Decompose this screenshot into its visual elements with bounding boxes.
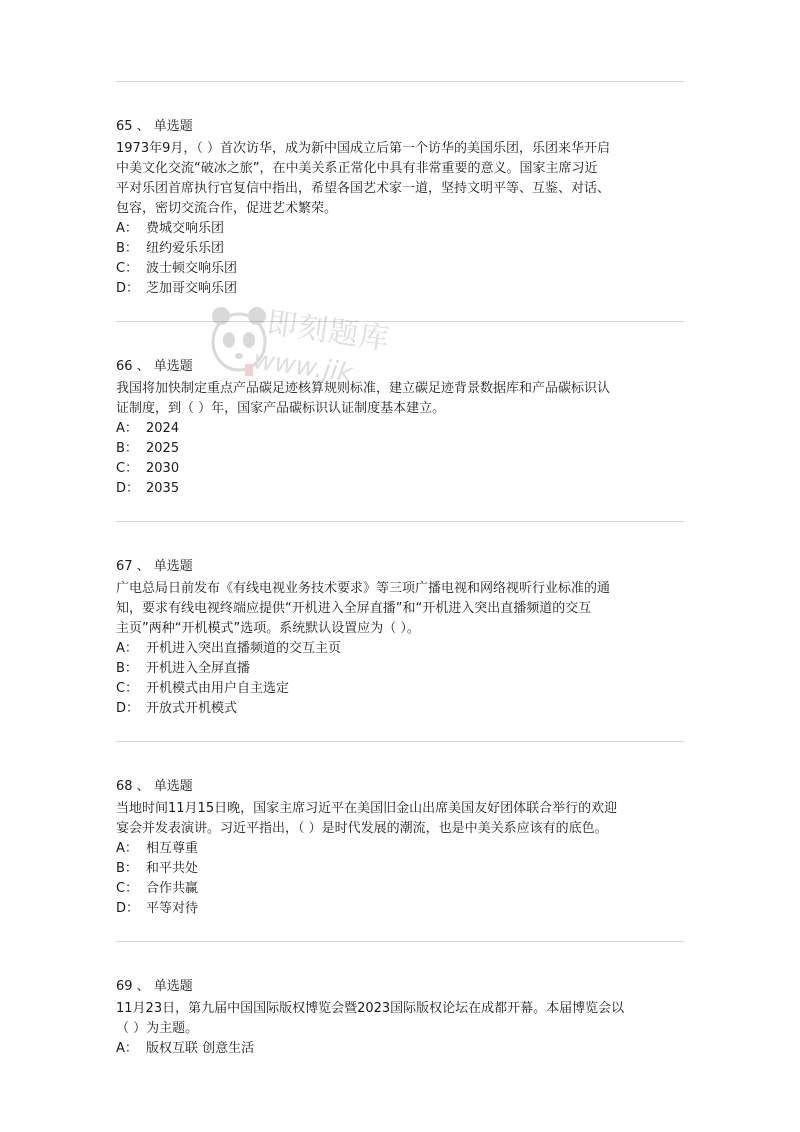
stem-line: 我国将加快制定重点产品碳足迹核算规则标准，建立碳足迹背景数据库和产品碳标识认 bbox=[116, 381, 611, 396]
option-b[interactable] bbox=[116, 659, 688, 679]
option-a[interactable] bbox=[116, 219, 688, 239]
option-d[interactable] bbox=[116, 279, 688, 299]
option-text: 相互尊重 bbox=[146, 841, 199, 856]
question-67 bbox=[116, 557, 688, 719]
option-letter: A： bbox=[116, 421, 138, 436]
option-letter: A： bbox=[116, 641, 138, 656]
divider-65-66 bbox=[116, 321, 684, 322]
option-letter: A： bbox=[116, 221, 138, 236]
option-letter: A： bbox=[116, 841, 138, 856]
option-text: 开放式开机模式 bbox=[146, 701, 238, 716]
question-66 bbox=[116, 357, 688, 499]
option-a[interactable] bbox=[116, 639, 688, 659]
stem-line: （ ）为主题。 bbox=[116, 1021, 199, 1036]
option-a[interactable] bbox=[116, 839, 688, 859]
question-68 bbox=[116, 777, 688, 919]
question-header: 67 、 单选题 bbox=[116, 559, 193, 574]
stem-line: 平对乐团首席执行官复信中指出，希望各国艺术家一道，坚持文明平等、互鉴、对话、 bbox=[116, 181, 611, 196]
option-text: 费城交响乐团 bbox=[146, 221, 225, 236]
option-text: 开机模式由用户自主选定 bbox=[146, 681, 290, 696]
option-d[interactable] bbox=[116, 699, 688, 719]
question-header: 68 、 单选题 bbox=[116, 779, 193, 794]
option-letter: D： bbox=[116, 281, 140, 296]
option-letter: D： bbox=[116, 901, 140, 916]
option-letter: D： bbox=[116, 481, 140, 496]
divider-67-68 bbox=[116, 741, 684, 742]
option-letter: C： bbox=[116, 261, 139, 276]
option-text: 版权互联 创意生活 bbox=[146, 1041, 255, 1056]
divider-66-67 bbox=[116, 521, 684, 522]
option-text: 芝加哥交响乐团 bbox=[146, 281, 238, 296]
question-stem bbox=[116, 799, 688, 839]
option-letter: D： bbox=[116, 701, 140, 716]
stem-line: 11月23日，第九届中国国际版权博览会暨2023国际版权论坛在成都开幕。本届博览会以 bbox=[116, 1001, 625, 1016]
stem-line: 宴会并发表演讲。习近平指出，（ ）是时代发展的潮流，也是中美关系应该有的底色。 bbox=[116, 821, 608, 836]
question-65 bbox=[116, 117, 688, 299]
question-header: 66 、 单选题 bbox=[116, 359, 193, 374]
option-a[interactable] bbox=[116, 419, 688, 439]
question-header: 69 、 单选题 bbox=[116, 979, 193, 994]
option-letter: A： bbox=[116, 1041, 138, 1056]
divider-68-69 bbox=[116, 941, 684, 942]
stem-line: 广电总局日前发布《有线电视业务技术要求》等三项广播电视和网络视听行业标准的通 bbox=[116, 581, 611, 596]
option-letter: B： bbox=[116, 441, 138, 456]
stem-line: 中美文化交流“破冰之旅”，在中美关系正常化中具有非常重要的意义。国家主席习近 bbox=[116, 161, 598, 176]
question-header: 65 、 单选题 bbox=[116, 119, 193, 134]
option-text: 波士顿交响乐团 bbox=[146, 261, 238, 276]
option-c[interactable] bbox=[116, 259, 688, 279]
question-69 bbox=[116, 977, 688, 1059]
stem-line: 1973年9月，（ ）首次访华，成为新中国成立后第一个访华的美国乐团，乐团来华开启 bbox=[116, 141, 610, 156]
question-stem bbox=[116, 999, 688, 1039]
question-stem bbox=[116, 139, 688, 219]
option-letter: B： bbox=[116, 661, 138, 676]
option-letter: B： bbox=[116, 861, 138, 876]
question-stem bbox=[116, 579, 688, 639]
stem-line: 主页”两种“开机模式”选项。系统默认设置应为（ ）。 bbox=[116, 621, 420, 636]
question-stem bbox=[116, 379, 688, 419]
option-text: 平等对待 bbox=[146, 901, 199, 916]
watermark-text-cn: 即刻题库 bbox=[264, 305, 393, 358]
option-b[interactable] bbox=[116, 239, 688, 259]
stem-line: 包容，密切交流合作，促进艺术繁荣。 bbox=[116, 201, 338, 216]
stem-line: 证制度，到（ ）年，国家产品碳标识认证制度基本建立。 bbox=[116, 401, 446, 416]
watermark-text-url: www.jik bbox=[251, 345, 355, 389]
option-text: 纽约爱乐乐团 bbox=[146, 241, 225, 256]
option-text: 开机进入突出直播频道的交互主页 bbox=[146, 641, 342, 656]
option-letter: C： bbox=[116, 881, 139, 896]
option-d[interactable] bbox=[116, 479, 688, 499]
option-letter: B： bbox=[116, 241, 138, 256]
stem-line: 知，要求有线电视终端应提供“开机进入全屏直播”和“开机进入突出直播频道的交互 bbox=[116, 601, 592, 616]
option-c[interactable] bbox=[116, 459, 688, 479]
divider-top bbox=[116, 81, 684, 82]
stem-line: 当地时间11月15日晚，国家主席习近平在美国旧金山出席美国友好团体联合举行的欢迎 bbox=[116, 801, 618, 816]
option-text: 2025 bbox=[146, 441, 180, 456]
option-c[interactable] bbox=[116, 879, 688, 899]
option-text: 和平共处 bbox=[146, 861, 199, 876]
option-text: 2035 bbox=[146, 481, 180, 496]
option-b[interactable] bbox=[116, 439, 688, 459]
option-c[interactable] bbox=[116, 679, 688, 699]
option-text: 开机进入全屏直播 bbox=[146, 661, 251, 676]
option-letter: C： bbox=[116, 681, 139, 696]
option-text: 2030 bbox=[146, 461, 180, 476]
option-text: 2024 bbox=[146, 421, 180, 436]
option-letter: C： bbox=[116, 461, 139, 476]
option-a[interactable] bbox=[116, 1039, 688, 1059]
option-b[interactable] bbox=[116, 859, 688, 879]
option-text: 合作共赢 bbox=[146, 881, 199, 896]
option-d[interactable] bbox=[116, 899, 688, 919]
